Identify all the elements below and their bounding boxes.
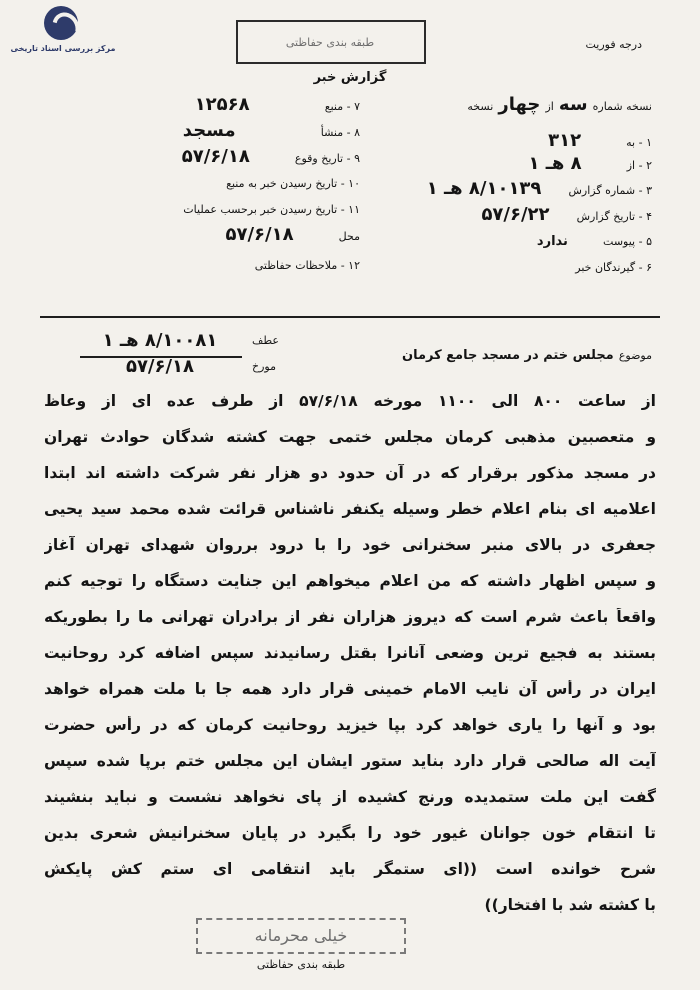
field-label: محل bbox=[338, 230, 360, 243]
body-line: در مسجد مذکور برقرار که در آن حدود دو هزار نفر شرکت داشته اند ابتدا bbox=[44, 464, 656, 482]
reference-date: ۵۷/۶/۱۸ bbox=[125, 356, 195, 377]
body-line: شرح خوانده است ((ای ستمگر باید انتقامی ای ستم کش پایکش bbox=[44, 860, 656, 878]
body-line: ایران در رأس آن نایب الامام خمینی قرار دارد همه جا با ملت همراه خواهد bbox=[44, 680, 656, 698]
field-label: ۸ - منشأ bbox=[320, 126, 360, 139]
field-label: ۲ - از bbox=[626, 159, 652, 172]
subject-label: موضوع bbox=[618, 349, 652, 362]
right-field-1 bbox=[352, 130, 652, 151]
right-field-4 bbox=[352, 204, 652, 225]
body-line: گفت این ملت ستمدیده ورنج کشیده از پای نخواهد نشست و نباید بنشیند bbox=[44, 788, 656, 806]
left-field-10 bbox=[60, 172, 360, 191]
field-label: ۶ - گیرندگان خبر bbox=[575, 261, 652, 274]
field-label: ۱۲ - ملاحظات حفاظتی bbox=[254, 259, 360, 272]
field-value: مسجد bbox=[182, 120, 236, 141]
copies-label: نسخه شماره bbox=[592, 100, 652, 113]
field-label: ۱۱ - تاریخ رسیدن خبر برحسب عملیات bbox=[183, 203, 360, 216]
watermark-text: مرکز بررسی اسناد تاریخی bbox=[10, 44, 116, 53]
copies-of: از bbox=[545, 100, 554, 113]
field-label: ۱۰ - تاریخ رسیدن خبر به منبع bbox=[226, 177, 360, 190]
field-label: ۳ - شماره گزارش bbox=[568, 184, 652, 197]
field-value: ۵۷/۶/۱۸ bbox=[181, 146, 250, 167]
copies-line bbox=[467, 94, 652, 115]
field-label: ۱ - به bbox=[626, 136, 652, 149]
field-value: ۵۷/۶/۱۸ bbox=[225, 224, 294, 245]
body-line: جعفری در بالای منبر سخنرانی خود را با درود برروان شهدای تهران آغاز bbox=[44, 536, 656, 554]
field-value: ۳۱۲ bbox=[548, 130, 582, 151]
right-field-6 bbox=[352, 256, 652, 275]
right-field-3 bbox=[352, 178, 652, 199]
subject-text: مجلس ختم در مسجد جامع کرمان bbox=[401, 348, 614, 363]
reference-date-label: مورخ bbox=[252, 360, 276, 373]
left-field-11 bbox=[60, 198, 360, 217]
field-label: ۵ - پیوست bbox=[603, 235, 652, 248]
field-label: ۷ - منبع bbox=[324, 100, 360, 113]
left-field-8 bbox=[60, 120, 360, 141]
reference-number: ۸/۱۰۰۸۱ هـ ۱ bbox=[102, 330, 218, 351]
field-label: ۹ - تاریخ وقوع bbox=[294, 152, 360, 165]
copies-value: سه bbox=[558, 94, 588, 115]
urgency-label: درجه فوریت bbox=[585, 38, 642, 51]
archive-logo-icon bbox=[44, 6, 78, 40]
header-separator bbox=[40, 316, 660, 318]
body-line: و سپس اظهار داشته که من اعلام میخواهم این جنایت دستگاه را توجیه کنم bbox=[44, 572, 656, 590]
copies-suffix: نسخه bbox=[467, 100, 494, 113]
right-field-2 bbox=[352, 153, 652, 174]
body-line: بستند به فجیع ترین وضعی آنانرا بقتل رسانیدند سپس اضافه کرد روحانیت bbox=[44, 644, 656, 662]
footer-classification: طبقه بندی حفاظتی bbox=[256, 958, 346, 971]
footer-stamp-text: خیلی محرمانه bbox=[254, 926, 348, 945]
body-line: واقعاً باعث شرم است که دیروز هزاران نفر از برادران تهرانی ما را بطوریکه bbox=[44, 608, 656, 626]
copies-total: چهار bbox=[498, 94, 541, 115]
classification-stamp-text: طبقه بندی حفاظتی bbox=[285, 36, 375, 49]
body-line: با کشته شد با افتخار)) bbox=[484, 896, 656, 914]
field-label: ۴ - تاریخ گزارش bbox=[576, 210, 652, 223]
body-line: اعلامیه ای بنام اعلام خطر وسیله یکنفر ناشناس قرائت شده محمد سید یحیی bbox=[44, 500, 656, 518]
left-field-12 bbox=[60, 254, 360, 273]
report-title: گزارش خبر bbox=[313, 70, 387, 85]
field-value: ندارد bbox=[536, 234, 568, 249]
reference-label: عطف bbox=[252, 334, 279, 347]
left-field-location bbox=[60, 224, 360, 245]
body-line: آیت اله صالحی قرار دارد بناید ستور ایشان این مجلس ختم برپا شده سپس bbox=[44, 752, 656, 770]
archive-logo bbox=[8, 6, 118, 58]
left-field-7 bbox=[60, 94, 360, 115]
body-line: تا انتقام خون جوانان غیور خود را بگیرد در پایان سخنرانیش شعری بدین bbox=[44, 824, 656, 842]
right-field-5 bbox=[352, 230, 652, 249]
body-line: و متعصبین مذهبی کرمان مجلس ختمی جهت کشته شدگان حوادث تهران bbox=[44, 428, 656, 446]
body-line: بود و آنها را یاری خواهد کرد بپا خیزید روحانیت کرمان که در رأس حضرت bbox=[44, 716, 656, 734]
field-value: ۸/۱۰۱۳۹ هـ ۱ bbox=[426, 178, 542, 199]
body-line: از ساعت ۸۰۰ الی ۱۱۰۰ مورخه ۵۷/۶/۱۸ از طرف عده ای از وعاظ bbox=[44, 392, 656, 410]
field-value: ۸ هـ ۱ bbox=[528, 153, 582, 174]
left-field-9 bbox=[60, 146, 360, 167]
field-value: ۵۷/۶/۲۲ bbox=[481, 204, 550, 225]
field-value: ۱۲۵۶۸ bbox=[194, 94, 250, 115]
subject-line bbox=[402, 344, 652, 363]
